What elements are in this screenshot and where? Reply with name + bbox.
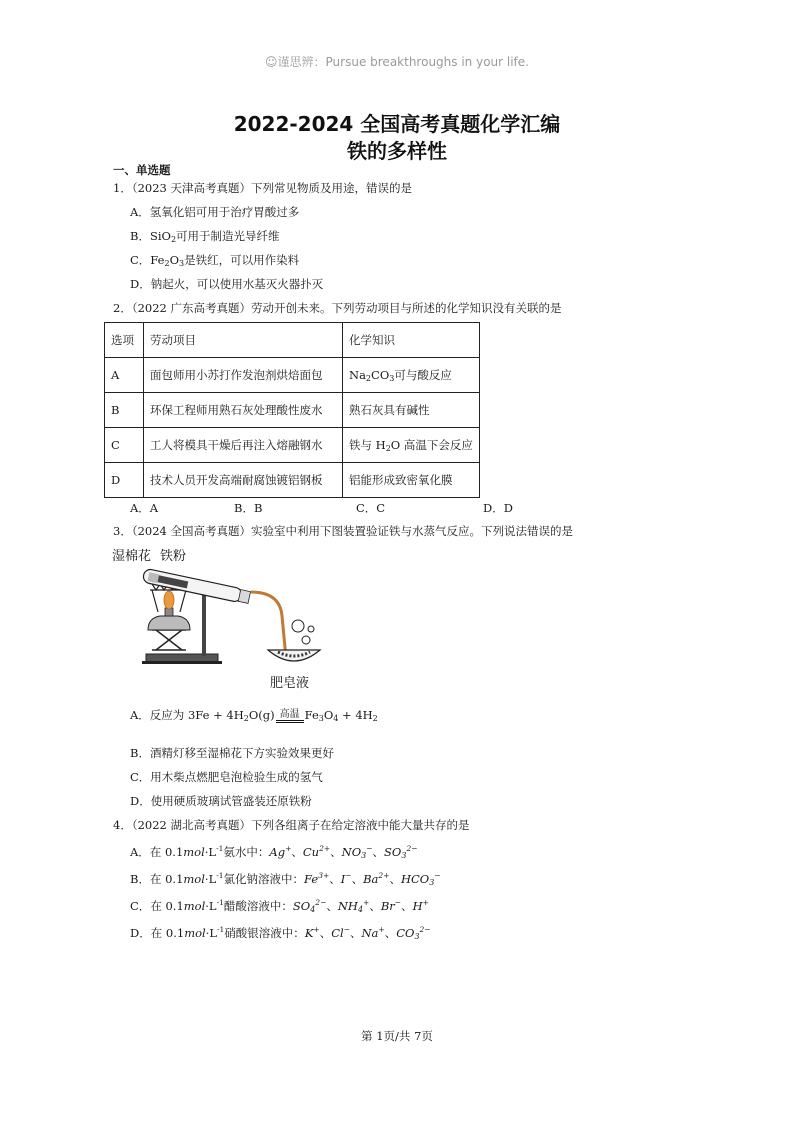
q1-c-sub1: 2: [164, 259, 170, 268]
ion-separator: 、: [349, 926, 362, 940]
table-row: [105, 358, 480, 393]
table-cell: [343, 358, 480, 393]
ion: $Fe^{3+}$: [304, 871, 330, 886]
table-row: [105, 463, 480, 498]
unit-mol: mol: [184, 926, 206, 940]
ion: $Cu^{2+}$: [302, 844, 331, 859]
ion: $Ba^{2+}$: [363, 871, 390, 886]
option-letter: D．: [130, 926, 151, 940]
ion-separator: 、: [330, 845, 342, 859]
formula-part: O 高温下会反应: [390, 438, 473, 452]
lab-jack: [152, 630, 186, 650]
bubble: [308, 626, 314, 632]
stand-base: [146, 654, 218, 662]
unit-mol: mol: [183, 872, 205, 886]
ion-separator: 、: [384, 926, 397, 940]
table-cell: 工人将模具干燥后再注入熔融钢水: [144, 428, 343, 463]
ion: $CO_3^{2-}$: [396, 925, 431, 941]
ion: I−: [340, 871, 352, 886]
table-cell: D: [105, 463, 144, 498]
flame: [164, 591, 174, 609]
ion: K+: [304, 925, 320, 940]
ion-separator: 、: [329, 872, 341, 886]
doc-subtitle: 铁的多样性: [347, 139, 447, 163]
eq-sub: 2: [243, 714, 249, 723]
ion-separator: 、: [389, 872, 401, 886]
q1-b-sub: 2: [170, 235, 177, 244]
eq-part: Fe: [304, 708, 319, 722]
conc-value: 在 0.1: [149, 845, 184, 859]
page-footer: 第 1页/共 7页: [361, 1029, 433, 1043]
formula-part: Na: [349, 368, 366, 382]
solution-name: 氯化钠溶液中：: [223, 872, 305, 886]
q1-option-d: D．钠起火，可以使用水基灭火器扑灭: [130, 277, 324, 291]
q2-answer-d: D．D: [483, 501, 513, 515]
q2-answer-b: B．B: [234, 501, 263, 515]
table-cell: 技术人员开发高端耐腐蚀镀铝钢板: [144, 463, 343, 498]
ion-list: [304, 872, 441, 886]
question-1-stem: 1．（2023 天津高考真题）下列常见物质及用途，错误的是: [113, 181, 412, 195]
unit-l: ·L: [204, 872, 217, 886]
formula-sub: 2: [385, 444, 391, 453]
reaction-condition: 高温: [279, 708, 300, 720]
ion: $HCO_3^-$: [400, 871, 441, 887]
ion-separator: 、: [319, 926, 332, 940]
table-header-cell: 化学知识: [343, 323, 480, 358]
table-cell: C: [105, 428, 144, 463]
table-header-row: [105, 323, 480, 358]
q4-option-c: [130, 898, 429, 914]
ion-list: [305, 926, 431, 940]
table-cell: 熟石灰具有碱性: [343, 393, 480, 428]
eq-part: + 4H: [338, 708, 373, 722]
stand-base-shadow: [142, 661, 222, 664]
q2-answer-c: C．C: [356, 501, 386, 515]
formula-sub: 3: [389, 374, 395, 383]
doc-title: 2022-2024 全国高考真题化学汇编: [233, 112, 561, 136]
table-cell: [343, 428, 480, 463]
question-3-stem: 3．（2024 全国高考真题）实验室中利用下图装置验证铁与水蒸气反应。下列说法错误的是: [113, 524, 573, 538]
q2-answer-a: A．A: [130, 501, 159, 515]
q1-b-post: 可用于制造光导纤维: [176, 229, 280, 243]
option-letter: A．: [130, 845, 150, 859]
solution-name: 氨水中：: [223, 845, 270, 859]
unit-l: ·L: [205, 926, 217, 940]
conc-value: 在 0.1: [149, 872, 184, 886]
label-iron-powder: 铁粉: [160, 549, 187, 564]
q4-option-b: [130, 871, 441, 887]
ion-separator: 、: [351, 872, 364, 886]
stand-rod: [202, 590, 206, 656]
option-letter: C．: [130, 899, 151, 913]
table-header-cell: 选项: [105, 323, 144, 358]
alcohol-lamp: [148, 616, 190, 630]
reaction-condition-arrow: [276, 710, 304, 723]
unit-exp: -1: [216, 871, 224, 880]
ion-list: [293, 899, 429, 913]
option-letter: B．: [130, 872, 150, 886]
table-cell: 环保工程师用熟石灰处理酸性废水: [144, 393, 343, 428]
ion: Br−: [380, 898, 402, 913]
double-line-icon: [276, 720, 304, 723]
formula-part: 可与酸反应: [394, 368, 452, 382]
eq-part: A．反应为 3Fe + 4H: [130, 708, 244, 722]
question-4-stem: 4．（2022 湖北高考真题）下列各组离子在给定溶液中能大量共存的是: [113, 818, 470, 832]
unit-exp: -1: [216, 898, 224, 907]
q2-table: [104, 322, 480, 498]
table-cell: 面包师用小苏打作发泡剂烘焙面包: [144, 358, 343, 393]
bubble: [292, 620, 304, 632]
table-header-cell: 劳动项目: [144, 323, 343, 358]
q1-option-b: [130, 228, 280, 244]
section-heading: 一、单选题: [113, 163, 171, 177]
unit-l: ·L: [205, 899, 217, 913]
q4-option-d: [130, 925, 431, 941]
unit-mol: mol: [183, 845, 205, 859]
q1-option-a: A．氢氧化铝可用于治疗胃酸过多: [130, 205, 300, 219]
conc-value: 在 0.1: [150, 926, 185, 940]
ion-separator: 、: [372, 845, 385, 859]
q1-c-sub2: 3: [179, 259, 185, 268]
table-cell: A: [105, 358, 144, 393]
ion: $SO_3^{2-}$: [384, 844, 418, 860]
eq-sub: 2: [372, 714, 378, 723]
table-cell: 铝能形成致密氧化膜: [343, 463, 480, 498]
q1-c-mid: O: [169, 253, 179, 267]
question-2-stem: 2．（2022 广东高考真题）劳动开创未来。下列劳动项目与所述的化学知识没有关联的是: [113, 301, 562, 315]
ion: Na+: [361, 925, 385, 940]
ion: Ag+: [269, 844, 292, 859]
eq-sub: 3: [318, 714, 324, 723]
eq-part: O(g): [248, 708, 275, 722]
q3-option-a: [130, 707, 378, 723]
label-soap-solution: 肥皂液: [270, 676, 310, 691]
q1-c-post: 是铁红，可以用作染料: [184, 253, 300, 267]
unit-exp: -1: [216, 844, 224, 853]
q3-option-d: D．使用硬质玻璃试管盛装还原铁粉: [130, 794, 312, 808]
unit-exp: -1: [217, 925, 225, 934]
q3-option-c: C．用木柴点燃肥皂泡检验生成的氢气: [130, 770, 323, 784]
q1-c-pre: C．Fe: [130, 253, 165, 267]
conc-value: 在 0.1: [150, 899, 184, 913]
eq-sub: 4: [333, 714, 339, 723]
unit-l: ·L: [204, 845, 217, 859]
solution-name: 硝酸银溶液中：: [224, 926, 305, 940]
q3-option-b: B．酒精灯移至湿棉花下方实验效果更好: [130, 746, 334, 760]
table-cell: B: [105, 393, 144, 428]
ion: $SO_4^{2-}$: [292, 898, 327, 914]
q4-option-a: [130, 844, 418, 860]
formula-part: 铁与 H: [349, 438, 386, 452]
header-watermark-note: ☺谨思辨：Pursue breakthroughs in your life.: [265, 55, 529, 69]
bubble: [302, 636, 310, 644]
formula-sub: 2: [365, 374, 372, 383]
q1-option-c: [130, 252, 299, 268]
delivery-tube: [251, 592, 286, 658]
ion: $NH_4^+$: [337, 898, 370, 914]
ion-list: [269, 845, 417, 859]
apparatus-diagram: [108, 560, 328, 672]
ion-separator: 、: [369, 899, 381, 913]
solution-name: 醋酸溶液中：: [223, 899, 293, 913]
ion-separator: 、: [401, 899, 413, 913]
label-wet-cotton: 湿棉花: [112, 549, 152, 564]
eq-part: O: [323, 708, 334, 722]
table-row: [105, 428, 480, 463]
ion: H+: [412, 898, 429, 913]
q1-b-pre: B．SiO: [130, 229, 171, 243]
ion-separator: 、: [326, 899, 338, 913]
unit-mol: mol: [183, 899, 206, 913]
ion-separator: 、: [291, 845, 303, 859]
ion: Cl−: [331, 925, 350, 940]
formula-part: CO: [371, 368, 390, 382]
table-row: [105, 393, 480, 428]
ion: $NO_3^-$: [341, 844, 373, 860]
